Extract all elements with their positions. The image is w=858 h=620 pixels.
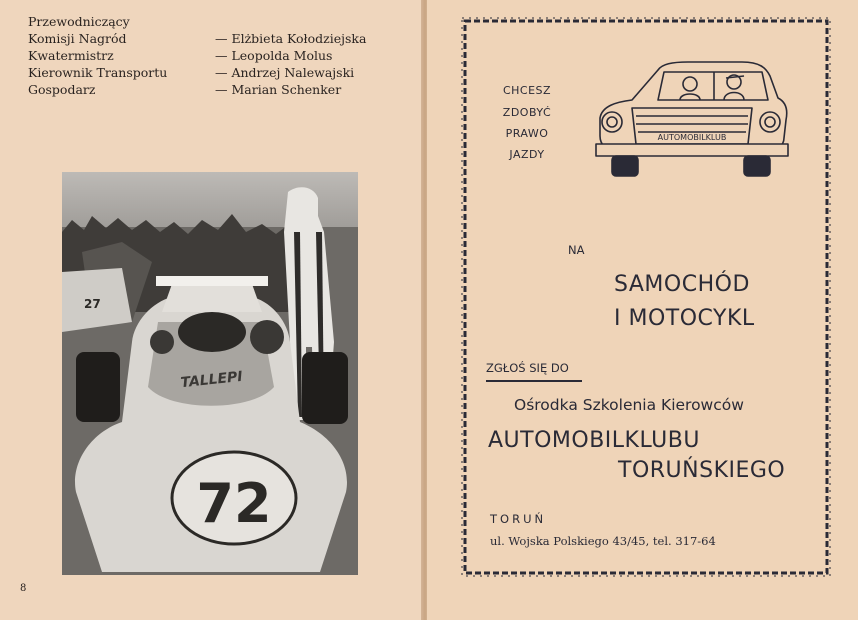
committee-member-name: — Elżbieta Kołodziejska bbox=[215, 31, 367, 46]
committee-role: Przewodniczący bbox=[28, 14, 130, 29]
ad-question-line: CHCESZ bbox=[502, 84, 552, 97]
ad-na: NA bbox=[568, 243, 585, 257]
ad-headline-line: SAMOCHÓD bbox=[614, 272, 750, 297]
committee-role: Kierownik Transportu bbox=[28, 65, 168, 80]
committee-role: Kwatermistrz bbox=[28, 48, 114, 63]
committee-member-name: — Leopolda Molus bbox=[215, 48, 333, 63]
ad-question-line: JAZDY bbox=[509, 148, 545, 161]
race-car-photo bbox=[62, 172, 358, 575]
ad-address: ul. Wojska Polskiego 43/45, tel. 317-64 bbox=[490, 534, 716, 548]
ad-headline-line: I MOTOCYKL bbox=[614, 306, 755, 331]
ad-club-line: TORUŃSKIEGO bbox=[618, 458, 786, 483]
committee-member-name: — Andrzej Nalewajski bbox=[215, 65, 355, 80]
committee-member-name: — Marian Schenker bbox=[215, 82, 342, 97]
car-number: 72 bbox=[196, 472, 272, 535]
left-page bbox=[0, 0, 423, 620]
apply-underline bbox=[486, 380, 582, 382]
car-plate-text: AUTOMOBILKLUB bbox=[657, 133, 727, 142]
committee-role: Komisji Nagród bbox=[28, 31, 127, 46]
ad-training-center: Ośrodka Szkolenia Kierowców bbox=[514, 396, 744, 414]
ad-question-line: PRAWO bbox=[505, 127, 549, 140]
ad-club-line: AUTOMOBILKLUBU bbox=[488, 428, 700, 453]
ad-apply-text: ZGŁOŚ SIĘ DO bbox=[486, 361, 569, 375]
side-car-number: 27 bbox=[84, 297, 101, 311]
page-number: 8 bbox=[20, 583, 27, 594]
ad-city: TORUŃ bbox=[490, 512, 547, 526]
car-illustration bbox=[592, 58, 792, 180]
car-sponsor-text: TALLEPI bbox=[179, 368, 244, 392]
committee-role: Gospodarz bbox=[28, 82, 96, 97]
ad-question-line: ZDOBYĆ bbox=[502, 106, 552, 119]
